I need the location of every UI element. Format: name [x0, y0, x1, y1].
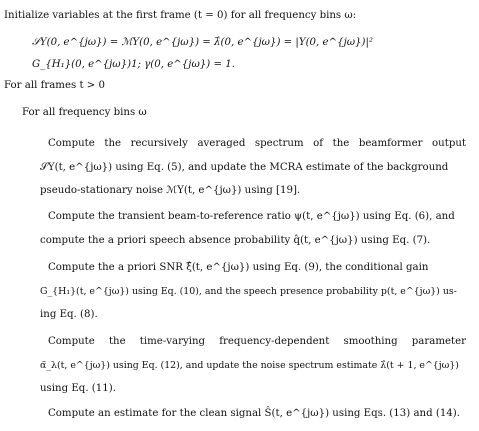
step-5-line-1: Compute an estimate for the clean signal Ŝ(t, e^{jω}) using Eqs. (13) and (14). [48, 408, 461, 419]
step-5-paragraph [40, 402, 466, 426]
step-4-line-3: using Eq. (11). [40, 383, 116, 394]
init-line: Initialize variables at the first frame (t = 0) for all frequency bins ω: [4, 10, 357, 21]
step-3-paragraph [40, 256, 466, 327]
init-equation-2: G_{H₁}(0, e^{jω})1; γ(0, e^{jω}) = 1. [32, 59, 235, 70]
step-4-line-2: α̃_λ(t, e^{jω}) using Eq. (12), and update the noise spectrum estimate λ̂(t + 1, e^{jω}) [40, 359, 459, 371]
step-3-line-2: G_{H₁}(t, e^{jω}) using Eq. (10), and the speech presence probability p(t, e^{jω}) us- [40, 285, 457, 297]
step-3-line-3: ing Eq. (8). [40, 309, 98, 320]
step-2-line-1: Compute the transient beam-to-reference ratio ψ(t, e^{jω}) using Eq. (6), and [48, 211, 455, 222]
step-1-paragraph [40, 132, 466, 203]
step-3-line-1: Compute the a priori SNR ξ̂(t, e^{jω}) using Eq. (9), the conditional gain [48, 262, 429, 273]
step-2-paragraph [40, 205, 466, 252]
step-1-line-3: pseudo-stationary noise ℳY(t, e^{jω}) using [19]. [40, 185, 301, 196]
init-equation-1: 𝒮Y(0, e^{jω}) = ℳY(0, e^{jω}) = λ̂(0, e^{jω}) = |Y(0, e^{jω})|² [32, 37, 374, 48]
loop-frames-line: For all frames t > 0 [4, 80, 106, 91]
step-1-line-2: 𝒮Y(t, e^{jω}) using Eq. (5), and update the MCRA estimate of the background [40, 161, 449, 173]
step-4-paragraph [40, 330, 466, 401]
step-1-line-1: Compute the recursively averaged spectrum of the beamformer output [48, 138, 466, 149]
step-4-line-1: Compute the time-varying frequency-dependent smoothing parameter [48, 336, 466, 347]
step-2-line-2: compute the a priori speech absence probability q̂(t, e^{jω}) using Eq. (7). [40, 234, 431, 246]
loop-bins-line: For all frequency bins ω [22, 107, 147, 118]
